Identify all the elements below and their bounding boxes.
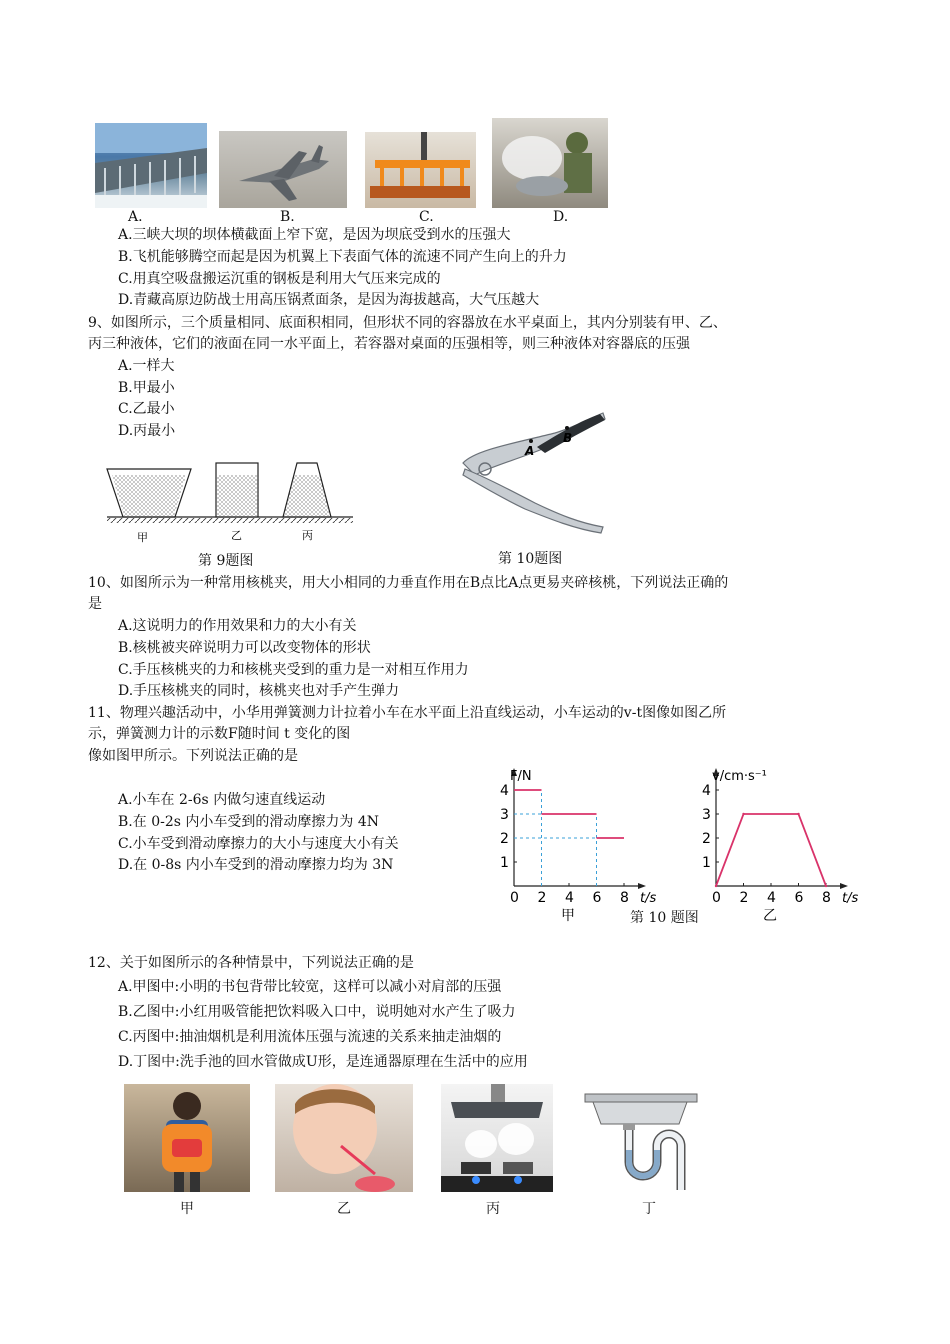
y-tick-label: 1	[702, 855, 711, 871]
range-hood-photo	[441, 1084, 553, 1192]
x-axis-arrow	[638, 883, 646, 889]
child-straw-photo	[275, 1084, 413, 1192]
q10-stem-line2: 是	[88, 596, 102, 612]
sink-u-trap-figure	[583, 1090, 703, 1195]
q12-option-c: C.丙图中:抽油烟机是利用流体压强与流速的关系来抽走油烟的	[118, 1029, 502, 1045]
q12-stem: 12、关于如图所示的各种情景中，下列说法正确的是	[88, 955, 414, 971]
y-tick-label: 3	[702, 807, 711, 823]
q10-option-b: B.核桃被夹碎说明力可以改变物体的形状	[118, 640, 371, 656]
q9-figure-caption: 第 9题图	[198, 553, 254, 569]
nutcracker-lower-arm	[463, 469, 603, 533]
point-a-label: A	[525, 444, 535, 458]
data-point	[715, 885, 717, 887]
q11-stem-line1: 11、物理兴趣活动中，小华用弹簧测力计拉着小车在水平面上沿直线运动，小车运动的v-t图像如图乙所	[88, 705, 727, 721]
backpack-illustration	[124, 1084, 250, 1192]
y-tick-label: 2	[500, 831, 509, 847]
q8-image-label-c: C.	[419, 209, 434, 225]
q11-option-a: A.小车在 2-6s 内做匀速直线运动	[118, 792, 326, 808]
child-backpack-photo	[124, 1084, 250, 1192]
container-label-jia: 甲	[137, 531, 148, 544]
y-axis-label: v/cm·s⁻¹	[712, 769, 767, 784]
y-tick-label: 4	[500, 783, 509, 799]
point-a-dot	[529, 439, 533, 443]
q11-stem-line2: 示，弹簧测力计的示数F随时间 t 变化的图	[88, 726, 351, 742]
nutcracker-figure	[455, 405, 615, 540]
x-axis-label: t/s	[640, 891, 657, 906]
q9-option-b: B.甲最小	[118, 380, 175, 396]
table-hatch	[107, 518, 353, 523]
liquid-yi	[217, 475, 257, 516]
q12-image-label-ding: 丁	[642, 1201, 656, 1217]
q8-option-b: B.飞机能够腾空而起是因为机翼上下表面气体的流速不同产生向上的升力	[118, 249, 567, 265]
sink-basin	[593, 1102, 687, 1124]
q9-stem-line1: 9、如图所示，三个质量相同、底面积相同，但形状不同的容器放在水平桌面上，其内分别装有甲、乙、	[88, 315, 727, 331]
q8-option-c: C.用真空吸盘搬运沉重的钢板是利用大气压来完成的	[118, 271, 441, 287]
q12-option-d: D.丁图中:洗手池的回水管做成U形，是连通器原理在生活中的应用	[118, 1054, 528, 1070]
q12-option-a: A.甲图中:小明的书包背带比较宽，这样可以减小对肩部的压强	[118, 979, 502, 995]
chart-title: 甲	[561, 908, 575, 923]
liquid-bing	[284, 475, 330, 516]
y-tick-label: 4	[702, 783, 711, 799]
q8-option-d: D.青藏高原边防战士用高压锅煮面条，是因为海拔越高，大气压越大	[118, 292, 540, 308]
x-tick-label: 0	[712, 890, 721, 906]
q8-option-a: A.三峡大坝的坝体横截面上窄下宽，是因为坝底受到水的压强大	[118, 227, 511, 243]
x-tick-label: 8	[620, 890, 629, 906]
fighter-jet-photo	[219, 131, 347, 208]
x-tick-label: 4	[767, 890, 776, 906]
x-tick-label: 2	[537, 890, 547, 906]
q11-figure-caption: 第 10 题图	[630, 910, 699, 926]
velocity-time-chart	[690, 758, 865, 923]
data-point	[797, 813, 799, 815]
q11-stem-line3: 像如图甲所示。下列说法正确的是	[88, 748, 298, 764]
jet-illustration	[219, 131, 347, 208]
data-line	[716, 814, 826, 886]
q10-figure-caption: 第 10题图	[498, 551, 563, 567]
x-axis-arrow	[840, 883, 848, 889]
q11-option-b: B.在 0-2s 内小车受到的滑动摩擦力为 4N	[118, 814, 379, 830]
x-tick-label: 0	[510, 890, 519, 906]
q9-stem-line2: 丙三种液体，它们的液面在同一水平面上，若容器对桌面的压强相等，则三种液体对容器底的压强	[88, 336, 690, 352]
y-tick-label: 2	[702, 831, 711, 847]
x-tick-label: 8	[822, 890, 831, 906]
q8-image-label-b: B.	[280, 209, 295, 225]
range-hood-illustration	[441, 1084, 553, 1192]
q9-containers-figure	[95, 455, 360, 550]
q11-option-c: C.小车受到滑动摩擦力的大小与速度大小有关	[118, 836, 399, 852]
q12-option-b: B.乙图中:小红用吸管能把饮料吸入口中，说明她对水产生了吸力	[118, 1004, 516, 1020]
data-point	[742, 813, 744, 815]
q12-image-label-jia: 甲	[180, 1201, 194, 1217]
q10-stem-line1: 10、如图所示为一种常用核桃夹，用大小相同的力垂直作用在B点比A点更易夹碎核桃，下列说法正确的	[88, 575, 729, 591]
force-time-chart	[488, 758, 663, 923]
q11-option-d: D.在 0-8s 内小车受到的滑动摩擦力均为 3N	[118, 857, 394, 873]
q10-option-c: C.手压核桃夹的力和核桃夹受到的重力是一对相互作用力	[118, 662, 469, 678]
x-tick-label: 2	[739, 890, 749, 906]
q9-option-a: A.一样大	[118, 358, 175, 374]
q8-image-label-d: D.	[553, 209, 569, 225]
y-axis-label: F/N	[510, 769, 532, 784]
soldier-illustration	[492, 118, 608, 208]
container-label-bing: 丙	[302, 529, 313, 542]
lifter-illustration	[365, 132, 476, 208]
q9-option-c: C.乙最小	[118, 401, 175, 417]
container-label-yi: 乙	[231, 529, 242, 542]
y-tick-label: 3	[500, 807, 509, 823]
q8-image-label-a: A.	[128, 209, 143, 225]
q9-option-d: D.丙最小	[118, 423, 176, 439]
q12-image-label-bing: 丙	[486, 1201, 500, 1217]
sink-rim	[585, 1094, 697, 1102]
liquid-jia	[112, 475, 186, 516]
vacuum-lifter-photo	[365, 132, 476, 208]
data-point	[825, 885, 827, 887]
q10-option-a: A.这说明力的作用效果和力的大小有关	[118, 618, 357, 634]
q10-option-d: D.手压核桃夹的同时，核桃夹也对手产生弹力	[118, 683, 400, 699]
dam-photo	[95, 123, 207, 208]
x-tick-label: 4	[565, 890, 574, 906]
chart-title: 乙	[763, 908, 777, 923]
drain-collar	[623, 1124, 635, 1130]
x-axis-label: t/s	[842, 891, 859, 906]
q12-image-label-yi: 乙	[337, 1201, 351, 1217]
soldier-pressure-cooker-photo	[492, 118, 608, 208]
straw-illustration	[275, 1084, 413, 1192]
point-b-dot	[565, 426, 569, 430]
point-b-label: B	[563, 431, 573, 445]
y-tick-label: 1	[500, 855, 509, 871]
dam-illustration	[95, 123, 207, 208]
x-tick-label: 6	[592, 890, 602, 906]
x-tick-label: 6	[794, 890, 804, 906]
